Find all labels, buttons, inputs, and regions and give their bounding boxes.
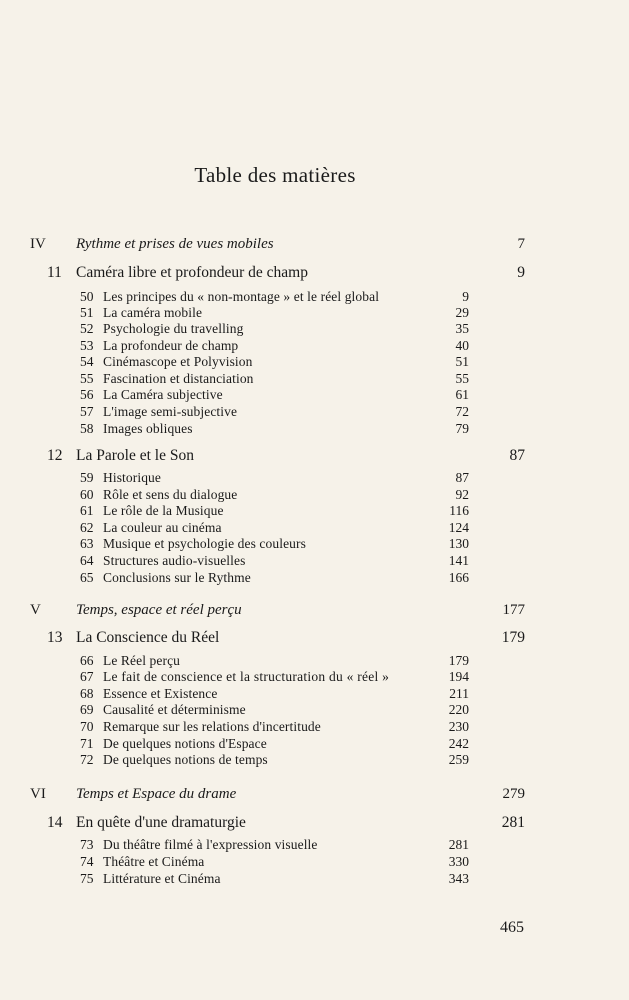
entry-page: 230: [448, 719, 469, 734]
entry-page: 35: [455, 321, 469, 336]
entry-title: Psychologie du travelling: [103, 321, 244, 336]
chapter-number: 11: [47, 264, 62, 281]
entry-title: La profondeur de champ: [103, 338, 239, 353]
entry-number: 51: [80, 305, 94, 320]
entry-page: 179: [448, 653, 469, 668]
entry-title: Structures audio-visuelles: [103, 553, 246, 568]
entry-title: Musique et psychologie des couleurs: [103, 536, 306, 551]
entry-title: De quelques notions d'Espace: [103, 736, 267, 751]
entry-title: La Caméra subjective: [103, 387, 223, 402]
chapter-number: 12: [47, 447, 63, 464]
chapter-number: 13: [47, 629, 63, 646]
entry-page: 61: [455, 387, 469, 402]
entry-number: 59: [80, 470, 94, 485]
part-number: VI: [30, 786, 46, 802]
entry-page: 220: [448, 702, 469, 717]
entry-number: 72: [80, 752, 94, 767]
entry-title: La caméra mobile: [103, 305, 203, 320]
entry-page: 259: [448, 752, 469, 767]
entry-page: 166: [448, 570, 469, 585]
page-title: Table des matières: [194, 163, 356, 187]
entry-number: 62: [80, 520, 94, 535]
entry-number: 63: [80, 536, 94, 551]
entry-title: L'image semi-subjective: [103, 404, 238, 419]
entry-number: 56: [80, 387, 94, 402]
entry-title: Rôle et sens du dialogue: [103, 487, 238, 502]
entry-number: 61: [80, 503, 94, 518]
chapter-page: 9: [517, 264, 525, 281]
entry-number: 58: [80, 421, 94, 436]
entry-number: 64: [80, 553, 94, 568]
entry-number: 65: [80, 570, 94, 585]
entry-title: Le rôle de la Musique: [103, 503, 224, 518]
chapter-title: La Parole et le Son: [76, 447, 194, 464]
part-page: 279: [502, 786, 525, 802]
entry-number: 60: [80, 487, 94, 502]
entry-title: Les principes du « non-montage » et le réel global: [103, 289, 380, 304]
chapter-page: 281: [501, 814, 525, 831]
entry-title: Le Réel perçu: [103, 653, 181, 668]
part-title: Temps et Espace du drame: [76, 786, 237, 802]
entry-page: 124: [448, 520, 469, 535]
entry-number: 74: [80, 854, 94, 869]
entry-page: 92: [455, 487, 469, 502]
part-page: 7: [517, 236, 525, 252]
entry-page: 211: [449, 686, 469, 701]
entry-page: 130: [448, 536, 469, 551]
entry-page: 72: [455, 404, 469, 419]
chapter-title: La Conscience du Réel: [76, 629, 220, 646]
entry-page: 194: [448, 669, 469, 684]
entry-title: Du théâtre filmé à l'expression visuelle: [103, 837, 318, 852]
entry-title: Images obliques: [103, 421, 193, 436]
entry-page: 40: [455, 338, 469, 353]
chapter-title: Caméra libre et profondeur de champ: [76, 264, 308, 281]
entry-page: 141: [448, 553, 469, 568]
entry-page: 281: [448, 837, 469, 852]
entry-number: 67: [80, 669, 94, 684]
entry-page: 343: [448, 871, 469, 886]
entry-number: 70: [80, 719, 94, 734]
entry-number: 52: [80, 321, 94, 336]
entry-number: 75: [80, 871, 94, 886]
entry-number: 53: [80, 338, 94, 353]
entry-page: 242: [448, 736, 469, 751]
chapter-page: 179: [501, 629, 525, 646]
entry-number: 66: [80, 653, 94, 668]
entry-title: Théâtre et Cinéma: [103, 854, 205, 869]
entry-title: Conclusions sur le Rythme: [103, 570, 251, 585]
entry-page: 9: [462, 289, 469, 304]
entry-number: 54: [80, 354, 94, 369]
entry-number: 73: [80, 837, 94, 852]
entry-title: Littérature et Cinéma: [103, 871, 221, 886]
entry-number: 71: [80, 736, 94, 751]
page-number: 465: [500, 919, 524, 936]
entry-title: Le fait de conscience et la structuration du « réel »: [103, 669, 390, 684]
entry-title: Fascination et distanciation: [103, 371, 254, 386]
entry-title: Remarque sur les relations d'incertitude: [103, 719, 321, 734]
part-title: Temps, espace et réel perçu: [76, 602, 242, 618]
part-number: V: [30, 602, 41, 618]
entry-page: 87: [455, 470, 469, 485]
entry-number: 50: [80, 289, 94, 304]
entry-page: 116: [449, 503, 469, 518]
entry-title: Cinémascope et Polyvision: [103, 354, 253, 369]
entry-title: Historique: [103, 470, 161, 485]
entry-page: 55: [455, 371, 469, 386]
chapter-page: 87: [509, 447, 525, 464]
entry-number: 68: [80, 686, 94, 701]
part-number: IV: [30, 236, 46, 252]
entry-page: 330: [448, 854, 469, 869]
entry-title: De quelques notions de temps: [103, 752, 268, 767]
part-title: Rythme et prises de vues mobiles: [76, 236, 274, 252]
entry-page: 29: [455, 305, 469, 320]
entry-page: 79: [455, 421, 469, 436]
entry-number: 55: [80, 371, 94, 386]
part-page: 177: [502, 602, 525, 618]
entry-number: 69: [80, 702, 94, 717]
entry-title: Essence et Existence: [103, 686, 218, 701]
entry-number: 57: [80, 404, 94, 419]
entry-page: 51: [455, 354, 469, 369]
chapter-title: En quête d'une dramaturgie: [76, 814, 246, 831]
chapter-number: 14: [47, 814, 63, 831]
entry-title: La couleur au cinéma: [103, 520, 222, 535]
entry-title: Causalité et déterminisme: [103, 702, 246, 717]
